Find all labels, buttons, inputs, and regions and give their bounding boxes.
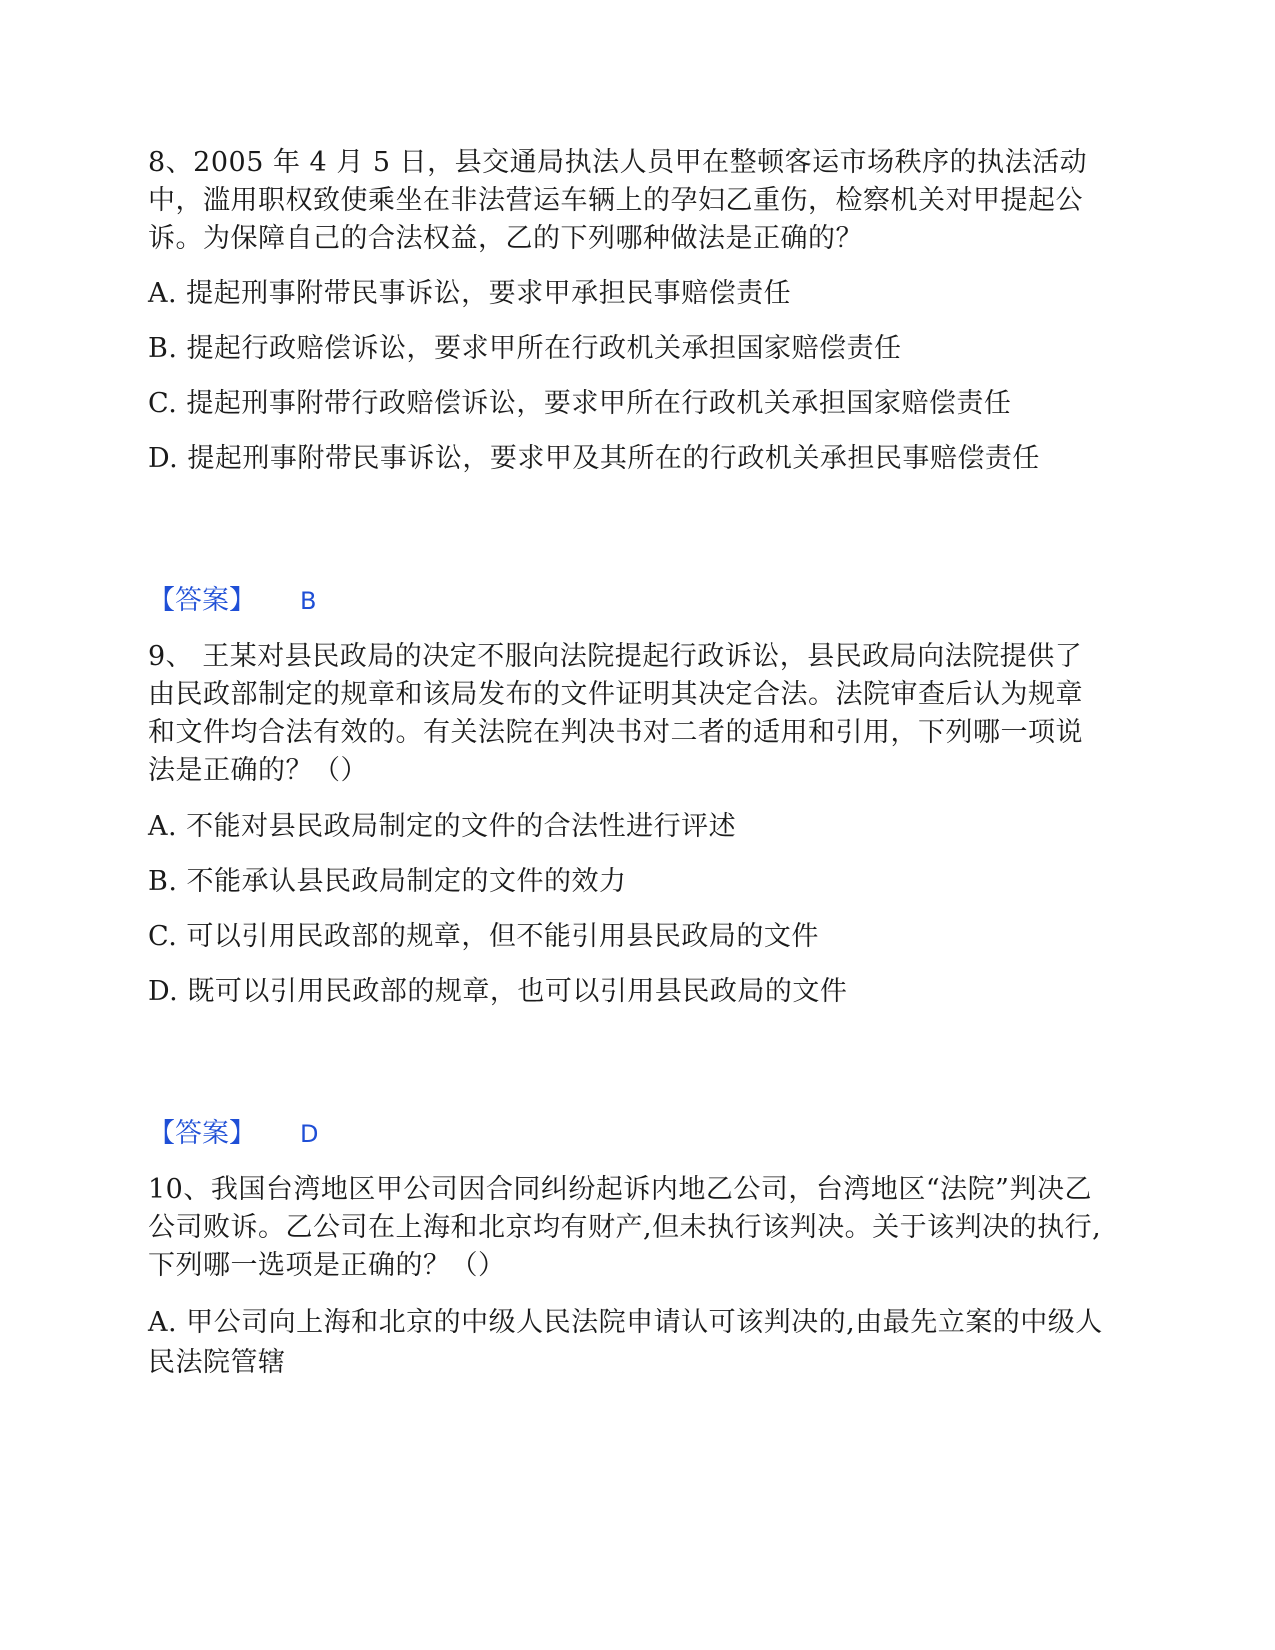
question-8-option-c: C. 提起刑事附带行政赔偿诉讼，要求甲所在行政机关承担国家赔偿责任 [148, 388, 1012, 419]
question-9-stem: 9、 王某对县民政局的决定不服向法院提起行政诉讼，县民政局向法院提供了由民政部制定的规章和该局发布的文件证明其决定合法。法院审查后认为规章和文件均合法有效的。有关法院在判决书对二者的适用和引用，下列哪一项说法是正确的？（） [148, 641, 1083, 786]
question-8-stem: 8、2005 年 4 月 5 日，县交通局执法人员甲在整顿客运市场秩序的执法活动中，滥用职权致使乘坐在非法营运车辆上的孕妇乙重伤，检察机关对甲提起公诉。为保障自己的合法权益，乙的下列哪种做法是正确的？ [148, 147, 1088, 254]
question-9-option-d: D. 既可以引用民政部的规章，也可以引用县民政局的文件 [148, 976, 848, 1007]
question-8-answer [148, 582, 316, 620]
answer-value: D [300, 1120, 319, 1148]
question-10-option-a: A. 甲公司向上海和北京的中级人民法院申请认可该判决的,由最先立案的中级人民法院管辖 [148, 1307, 1103, 1378]
question-9-answer [148, 1115, 318, 1153]
question-8-option-b: B. 提起行政赔偿诉讼，要求甲所在行政机关承担国家赔偿责任 [148, 333, 902, 364]
question-8-option-d: D. 提起刑事附带民事诉讼，要求甲及其所在的行政机关承担民事赔偿责任 [148, 443, 1040, 474]
answer-label: 【答案】 [148, 585, 256, 616]
answer-value: B [300, 587, 317, 615]
answer-label: 【答案】 [148, 1118, 256, 1149]
question-9-option-a: A. 不能对县民政局制定的文件的合法性进行评述 [148, 811, 737, 842]
question-9-option-b: B. 不能承认县民政局制定的文件的效力 [148, 866, 627, 897]
question-8-option-a: A. 提起刑事附带民事诉讼，要求甲承担民事赔偿责任 [148, 278, 792, 309]
question-10-stem: 10、我国台湾地区甲公司因合同纠纷起诉内地乙公司，台湾地区“法院”判决乙公司败诉。乙公司在上海和北京均有财产,但未执行该判决。关于该判决的执行,下列哪一选项是正确的？（） [148, 1174, 1102, 1281]
question-9-option-c: C. 可以引用民政部的规章，但不能引用县民政局的文件 [148, 921, 819, 952]
